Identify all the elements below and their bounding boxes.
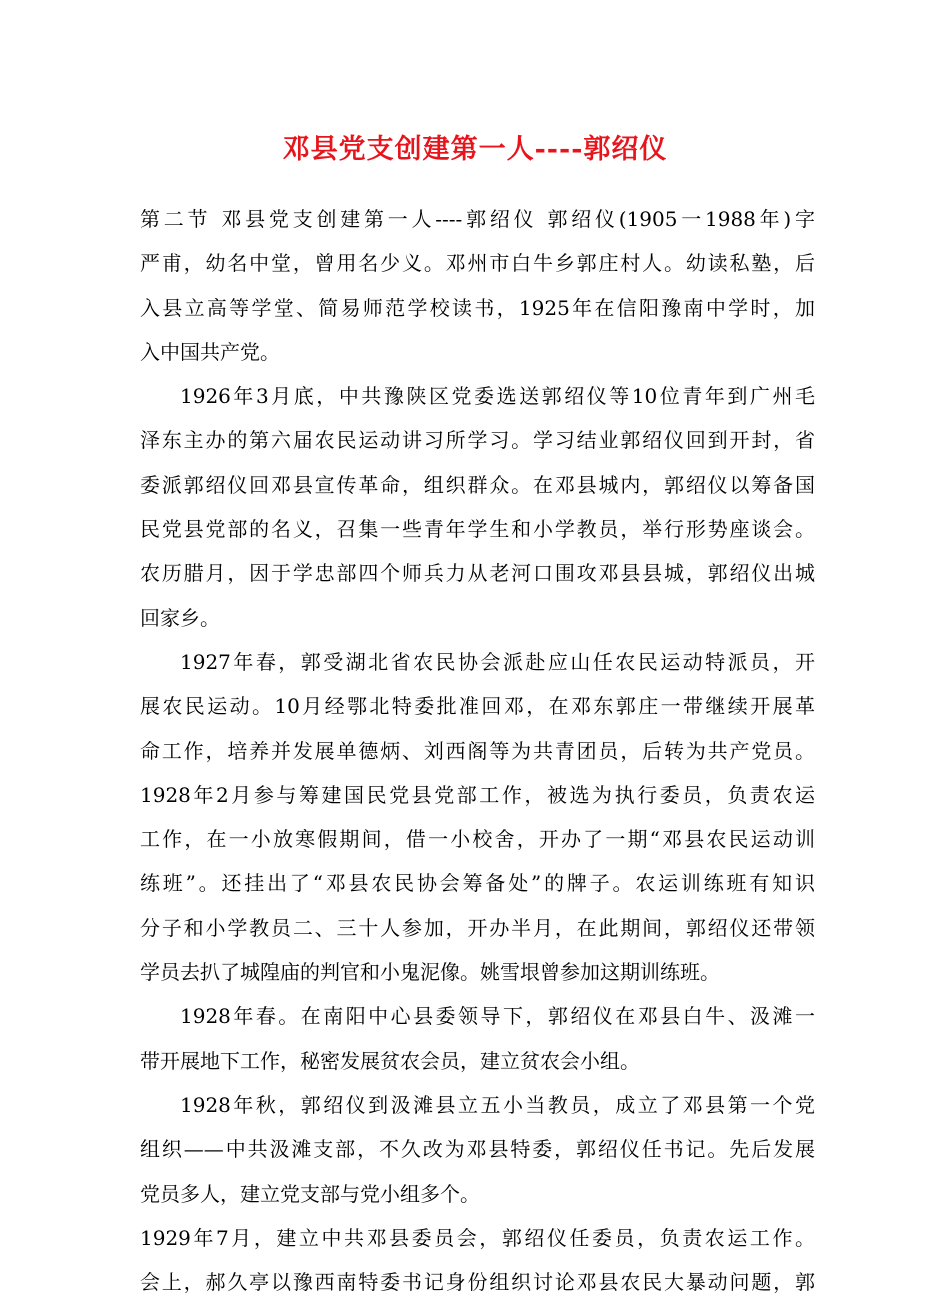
- text-line: 第二节 邓县党支创建第一人----郭绍仪 郭绍仪(1905一1988年)字: [140, 207, 815, 231]
- text-line: 严甫，幼名中堂，曾用名少义。邓州市白牛乡郭庄村人。幼读私塾，后: [140, 251, 815, 276]
- text-line: 泽东主办的第六届农民运动讲习所学习。学习结业郭绍仪回到开封，省: [140, 428, 815, 453]
- text-line: 1927年春，郭受湖北省农民协会派赴应山任农民运动特派员，开: [180, 649, 815, 674]
- text-line: 民党县党部的名义，召集一些青年学生和小学教员，举行形势座谈会。: [140, 517, 815, 542]
- text-line: 练班”。还挂出了“邓县农民协会筹备处”的牌子。农运训练班有知识: [140, 871, 815, 896]
- text-line: 入县立高等学堂、简易师范学校读书，1925年在信阳豫南中学时，加: [140, 295, 815, 320]
- text-line: 回家乡。: [140, 605, 220, 630]
- text-line: 1928年2月参与筹建国民党县党部工作，被选为执行委员，负责农运: [140, 782, 815, 807]
- text-line: 1928年春。在南阳中心县委领导下，郭绍仪在邓县白牛、汲滩一: [180, 1004, 815, 1029]
- text-line: 1929年7月，建立中共邓县委员会，郭绍仪任委员，负责农运工作。: [140, 1225, 815, 1250]
- text-line: 组织——中共汲滩支部，不久改为邓县特委，郭绍仪任书记。先后发展: [140, 1137, 815, 1162]
- text-line: 工作，在一小放寒假期间，借一小校舍，开办了一期“邓县农民运动训: [140, 827, 815, 852]
- text-line: 农历腊月，因于学忠部四个师兵力从老河口围攻邓县县城，郭绍仪出城: [140, 561, 815, 586]
- document-title: 邓县党支创建第一人----郭绍仪: [282, 134, 668, 165]
- text-line: 学员去扒了城隍庙的判官和小鬼泥像。姚雪垠曾参加这期训练班。: [140, 960, 720, 985]
- text-line: 1926年3月底，中共豫陕区党委选送郭绍仪等10位青年到广州毛: [180, 384, 815, 409]
- text-line: 分子和小学教员二、三十人参加，开办半月，在此期间，郭绍仪还带领: [140, 915, 815, 940]
- document-body: [140, 197, 815, 1304]
- text-line: 1928年秋，郭绍仪到汲滩县立五小当教员，成立了邓县第一个党: [180, 1092, 815, 1117]
- text-line: 入中国共产党。: [140, 339, 280, 364]
- text-line: 会上，郝久亭以豫西南特委书记身份组织讨论邓县农民大暴动问题，郭: [140, 1270, 815, 1295]
- text-line: 党员多人，建立党支部与党小组多个。: [140, 1181, 480, 1206]
- text-line: 委派郭绍仪回邓县宣传革命，组织群众。在邓县城内，郭绍仪以筹备国: [140, 472, 815, 497]
- text-line: 命工作，培养并发展单德炳、刘西阁等为共青团员，后转为共产党员。: [140, 738, 815, 763]
- text-line: 带开展地下工作，秘密发展贫农会员，建立贫农会小组。: [140, 1048, 640, 1073]
- text-line: 展农民运动。10月经鄂北特委批准回邓，在邓东郭庄一带继续开展革: [140, 694, 815, 719]
